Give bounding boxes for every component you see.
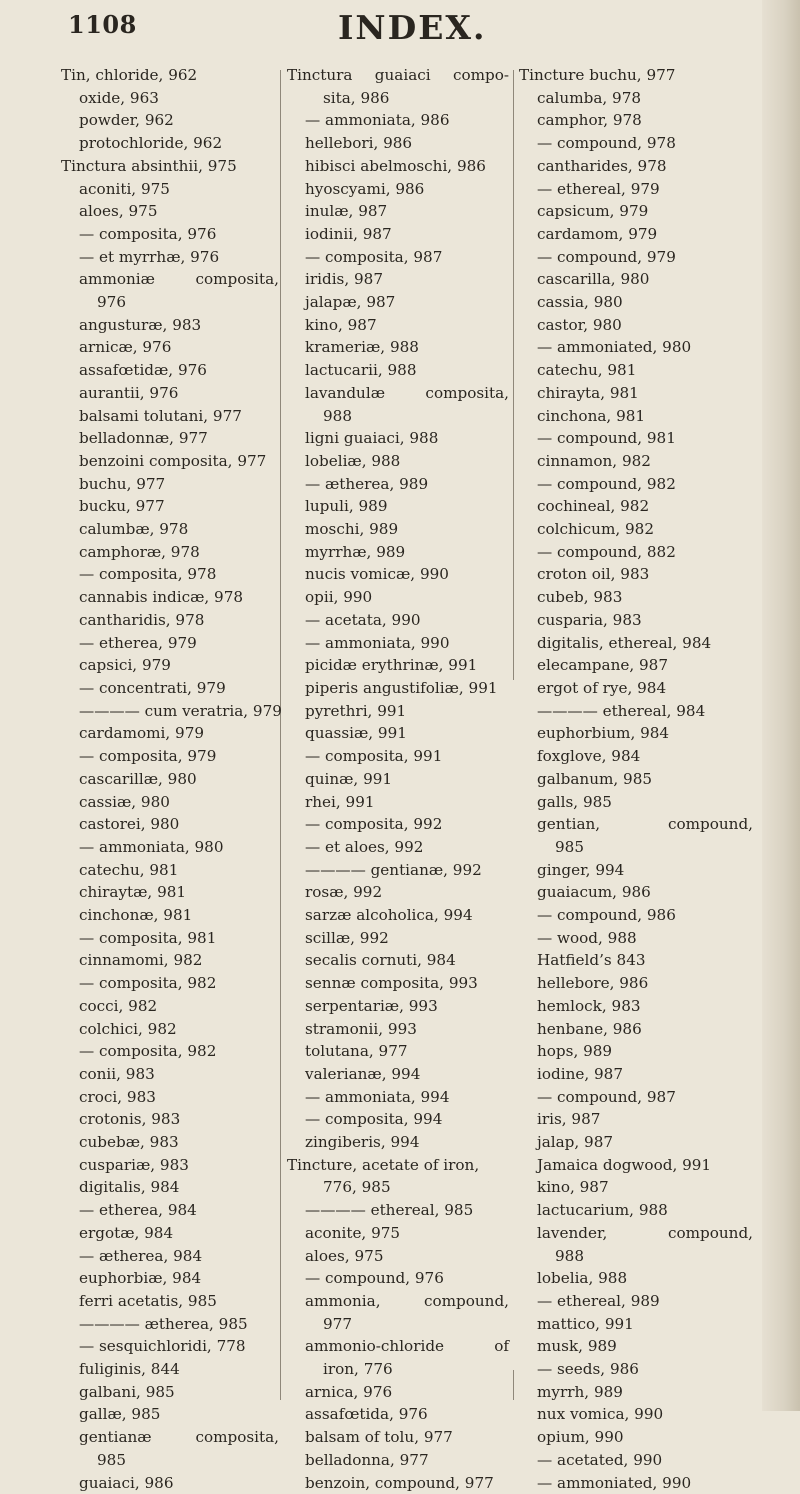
index-entry: hyoscyami, 986 [305, 179, 425, 198]
index-entry: digitalis, 984 [79, 1178, 180, 1197]
index-entry: — composita, 979 [79, 747, 217, 766]
index-entry: hellebori, 986 [305, 134, 413, 153]
index-entry: balsami tolutani, 977 [79, 406, 242, 425]
index-entry: guaiaci, 986 [79, 1473, 174, 1492]
index-entry: assafœtida, 976 [305, 1405, 428, 1424]
index-entry: cantharidis, 978 [79, 610, 205, 629]
index-entry: Tincture buchu, 977 [519, 66, 676, 84]
index-entry: euphorbiæ, 984 [79, 1269, 202, 1288]
index-entry: — ammoniata, 986 [305, 111, 450, 130]
index-entry: cassiæ, 980 [79, 792, 170, 811]
index-entry: Tinctura guaiaci compo- [287, 66, 509, 84]
index-entry: — composita, 982 [79, 974, 217, 993]
index-entry: crotonis, 983 [79, 1110, 181, 1129]
index-entry: gentian, compound, [537, 815, 753, 834]
index-entry: krameriæ, 988 [305, 338, 419, 357]
index-entry: benzoin, compound, 977 [305, 1473, 494, 1492]
index-entry: cardamomi, 979 [79, 724, 205, 743]
index-entry: nucis vomicæ, 990 [305, 565, 449, 584]
index-entry: catechu, 981 [537, 361, 637, 380]
index-entry: sarzæ alcoholica, 994 [305, 906, 473, 925]
index-entry: colchicum, 982 [537, 520, 654, 539]
index-entry: — composita, 992 [305, 815, 443, 834]
index-entry: calumba, 978 [537, 88, 642, 107]
index-entry: catechu, 981 [79, 860, 179, 879]
index-entry: cubeb, 983 [537, 588, 623, 607]
index-entry: ———— ætherea, 985 [79, 1314, 248, 1333]
page-number: 1108 [68, 10, 137, 39]
index-entry: lupuli, 989 [305, 497, 388, 516]
index-entry: Tincture, acetate of iron, [287, 1155, 480, 1174]
index-entry: — compound, 982 [537, 474, 676, 493]
index-entry: moschi, 989 [305, 520, 399, 539]
index-entry: Tin, chloride, 962 [61, 66, 198, 84]
index-entry: — etherea, 979 [79, 633, 197, 652]
index-entry: hellebore, 986 [537, 974, 649, 993]
index-entry: aloes, 975 [305, 1246, 384, 1265]
index-entry: gallæ, 985 [79, 1405, 161, 1424]
page-edge-shadow [762, 0, 800, 1411]
index-entry: lactucarii, 988 [305, 361, 417, 380]
index-entry: lactucarium, 988 [537, 1201, 668, 1220]
index-entry: iodine, 987 [537, 1064, 623, 1083]
index-entry: hemlock, 983 [537, 996, 641, 1015]
index-entry: — composita, 991 [305, 747, 443, 766]
index-entry: tolutana, 977 [305, 1042, 408, 1061]
index-entry: myrrh, 989 [537, 1382, 623, 1401]
index-entry: — etherea, 984 [79, 1201, 197, 1220]
index-entry: — acetated, 990 [537, 1450, 663, 1469]
index-entry: angusturæ, 983 [79, 315, 202, 334]
index-entry: camphor, 978 [537, 111, 642, 130]
index-entry: belladonnæ, 977 [79, 429, 208, 448]
index-entry: piperis angustifoliæ, 991 [305, 678, 498, 697]
index-entry: 988 [555, 1246, 584, 1265]
index-entry: opium, 990 [537, 1428, 624, 1447]
index-entry: arnica, 976 [305, 1382, 393, 1401]
index-entry: — ammoniata, 990 [305, 633, 450, 652]
index-entry: ———— gentianæ, 992 [305, 860, 482, 879]
index-entry: galbanum, 985 [537, 769, 653, 788]
index-entry: musk, 989 [537, 1337, 617, 1356]
index-entry: cinnamomi, 982 [79, 951, 203, 970]
index-entry: — acetata, 990 [305, 610, 421, 629]
index-entry: serpentariæ, 993 [305, 996, 438, 1015]
index-entry: picidæ erythrinæ, 991 [305, 656, 478, 675]
index-entry: 985 [555, 837, 584, 856]
index-entry: — composita, 994 [305, 1110, 443, 1129]
index-entry: scillæ, 992 [305, 928, 389, 947]
index-entry: — et myrrhæ, 976 [79, 247, 220, 266]
index-entry: sennæ composita, 993 [305, 974, 478, 993]
running-head: INDEX. [338, 8, 487, 47]
index-entry: kino, 987 [305, 315, 377, 334]
index-entry: colchici, 982 [79, 1019, 177, 1038]
index-entry: gentianæ composita, [79, 1428, 279, 1447]
index-entry: ———— cum veratria, 979 [79, 701, 282, 720]
index-entry: — ætherea, 989 [305, 474, 429, 493]
index-entry: — concentrati, 979 [79, 678, 226, 697]
index-entry: zingiberis, 994 [305, 1133, 420, 1152]
index-entry: ergotæ, 984 [79, 1223, 174, 1242]
index-entry: 776, 985 [323, 1178, 391, 1197]
index-entry: — composita, 976 [79, 224, 217, 243]
index-entry: guaiacum, 986 [537, 883, 651, 902]
index-entry: — ethereal, 989 [537, 1291, 660, 1310]
index-entry: jalap, 987 [537, 1133, 614, 1152]
index-entry: assafœtidæ, 976 [79, 361, 207, 380]
index-entry: cantharides, 978 [537, 156, 667, 175]
index-entry: kino, 987 [537, 1178, 609, 1197]
index-entry: belladonna, 977 [305, 1450, 429, 1469]
index-entry: cinchona, 981 [537, 406, 646, 425]
index-entry: pyrethri, 991 [305, 701, 407, 720]
index-entry: camphoræ, 978 [79, 542, 200, 561]
index-entry: lavandulæ composita, [305, 383, 509, 402]
index-entry: cocci, 982 [79, 996, 158, 1015]
index-entry: — compound, 976 [305, 1269, 444, 1288]
index-entry: cochineal, 982 [537, 497, 650, 516]
index-entry: nux vomica, 990 [537, 1405, 664, 1424]
index-entry: ———— ethereal, 984 [537, 701, 706, 720]
index-entry: foxglove, 984 [537, 747, 641, 766]
index-entry: aconiti, 975 [79, 179, 170, 198]
index-entry: cinnamon, 982 [537, 451, 651, 470]
index-entry: galls, 985 [537, 792, 612, 811]
index-entry: oxide, 963 [79, 88, 159, 107]
index-entry: — compound, 987 [537, 1087, 676, 1106]
index-entry: ferri acetatis, 985 [79, 1291, 217, 1310]
index-entry: hops, 989 [537, 1042, 613, 1061]
index-entry: 977 [323, 1314, 352, 1333]
index-entry: quinæ, 991 [305, 769, 393, 788]
index-entry: ligni guaiaci, 988 [305, 429, 439, 448]
index-entry: jalapæ, 987 [305, 293, 396, 312]
index-entry: stramonii, 993 [305, 1019, 417, 1038]
index-entry: henbane, 986 [537, 1019, 642, 1038]
index-entry: myrrhæ, 989 [305, 542, 406, 561]
index-entry: — compound, 978 [537, 134, 676, 153]
index-entry: aloes, 975 [79, 202, 158, 221]
index-entry: croci, 983 [79, 1087, 156, 1106]
index-entry: — ammoniated, 980 [537, 338, 692, 357]
index-entry: — et aloes, 992 [305, 837, 424, 856]
index-entry: ergot of rye, 984 [537, 678, 667, 697]
index-entry: ammonio-chloride of [305, 1337, 509, 1356]
index-entry: valerianæ, 994 [305, 1064, 421, 1083]
index-entry: 976 [97, 293, 126, 312]
index-entry: castorei, 980 [79, 815, 180, 834]
index-entry: elecampane, 987 [537, 656, 668, 675]
index-entry: — composita, 981 [79, 928, 217, 947]
index-entry: rosæ, 992 [305, 883, 383, 902]
index-entry: — compound, 986 [537, 906, 676, 925]
column-rule [513, 1370, 514, 1400]
index-entry: opii, 990 [305, 588, 373, 607]
index-entry: croton oil, 983 [537, 565, 650, 584]
index-entry: — composita, 978 [79, 565, 217, 584]
index-entry: quassiæ, 991 [305, 724, 407, 743]
index-entry: rhei, 991 [305, 792, 375, 811]
index-entry: iridis, 987 [305, 270, 383, 289]
index-entry: — ethereal, 979 [537, 179, 660, 198]
index-entry: — seeds, 986 [537, 1360, 639, 1379]
index-entry: cinchonæ, 981 [79, 906, 193, 925]
index-entry: arnicæ, 976 [79, 338, 172, 357]
index-entry: benzoini composita, 977 [79, 451, 267, 470]
index-entry: ———— ethereal, 985 [305, 1201, 474, 1220]
index-entry: cuspariæ, 983 [79, 1155, 189, 1174]
index-entry: conii, 983 [79, 1064, 155, 1083]
index-entry: iodinii, 987 [305, 224, 392, 243]
index-entry: inulæ, 987 [305, 202, 388, 221]
index-column-3 [519, 64, 753, 1494]
index-entry: — ammoniata, 994 [305, 1087, 450, 1106]
index-entry: — composita, 987 [305, 247, 443, 266]
index-entry: 985 [97, 1450, 126, 1469]
index-entry: lobeliæ, 988 [305, 451, 401, 470]
index-entry: bucku, 977 [79, 497, 165, 516]
index-entry: galbani, 985 [79, 1382, 175, 1401]
index-entry: balsam of tolu, 977 [305, 1428, 453, 1447]
index-entry: lobelia, 988 [537, 1269, 628, 1288]
index-entry: — ammoniata, 980 [79, 837, 224, 856]
index-entry: capsici, 979 [79, 656, 171, 675]
index-entry: chiraytæ, 981 [79, 883, 187, 902]
index-entry: euphorbium, 984 [537, 724, 670, 743]
index-entry: cascarilla, 980 [537, 270, 650, 289]
index-entry: cascarillæ, 980 [79, 769, 197, 788]
index-entry: cassia, 980 [537, 293, 623, 312]
index-entry: hibisci abelmoschi, 986 [305, 156, 486, 175]
index-entry: Tinctura absinthii, 975 [61, 156, 237, 175]
index-entry: digitalis, ethereal, 984 [537, 633, 712, 652]
index-entry: cubebæ, 983 [79, 1133, 179, 1152]
index-column-2 [287, 64, 509, 1494]
index-entry: Jamaica dogwood, 991 [537, 1155, 712, 1174]
index-entry: — ammoniated, 990 [537, 1473, 692, 1492]
index-entry: aconite, 975 [305, 1223, 401, 1242]
index-entry: — compound, 882 [537, 542, 676, 561]
index-entry: buchu, 977 [79, 474, 166, 493]
index-entry: ammonia, compound, [305, 1291, 509, 1310]
index-entry: secalis cornuti, 984 [305, 951, 456, 970]
index-column-1 [61, 64, 282, 1494]
index-entry: — sesquichloridi, 778 [79, 1337, 246, 1356]
index-entry: cusparia, 983 [537, 610, 642, 629]
index-entry: — compound, 981 [537, 429, 676, 448]
index-entry: sita, 986 [323, 88, 390, 107]
index-entry: — compound, 979 [537, 247, 676, 266]
index-entry: ammoniæ composita, [79, 270, 279, 289]
index-entry: protochloride, 962 [79, 134, 223, 153]
index-entry: iron, 776 [323, 1360, 393, 1379]
index-entry: powder, 962 [79, 111, 174, 130]
column-rule [280, 70, 281, 1400]
index-entry: mattico, 991 [537, 1314, 634, 1333]
index-entry: — ætherea, 984 [79, 1246, 203, 1265]
index-entry: fuliginis, 844 [79, 1360, 180, 1379]
index-entry: aurantii, 976 [79, 383, 179, 402]
index-entry: iris, 987 [537, 1110, 601, 1129]
index-entry: castor, 980 [537, 315, 622, 334]
index-entry: — wood, 988 [537, 928, 637, 947]
index-entry: lavender, compound, [537, 1223, 753, 1242]
index-entry: chirayta, 981 [537, 383, 639, 402]
index-entry: calumbæ, 978 [79, 520, 189, 539]
index-entry: capsicum, 979 [537, 202, 649, 221]
index-entry: ginger, 994 [537, 860, 625, 879]
index-entry: — composita, 982 [79, 1042, 217, 1061]
column-rule [513, 70, 514, 680]
index-entry: cannabis indicæ, 978 [79, 588, 244, 607]
index-entry: 988 [323, 406, 352, 425]
index-entry: Hatfield’s 843 [537, 951, 646, 970]
index-entry: cardamom, 979 [537, 224, 658, 243]
